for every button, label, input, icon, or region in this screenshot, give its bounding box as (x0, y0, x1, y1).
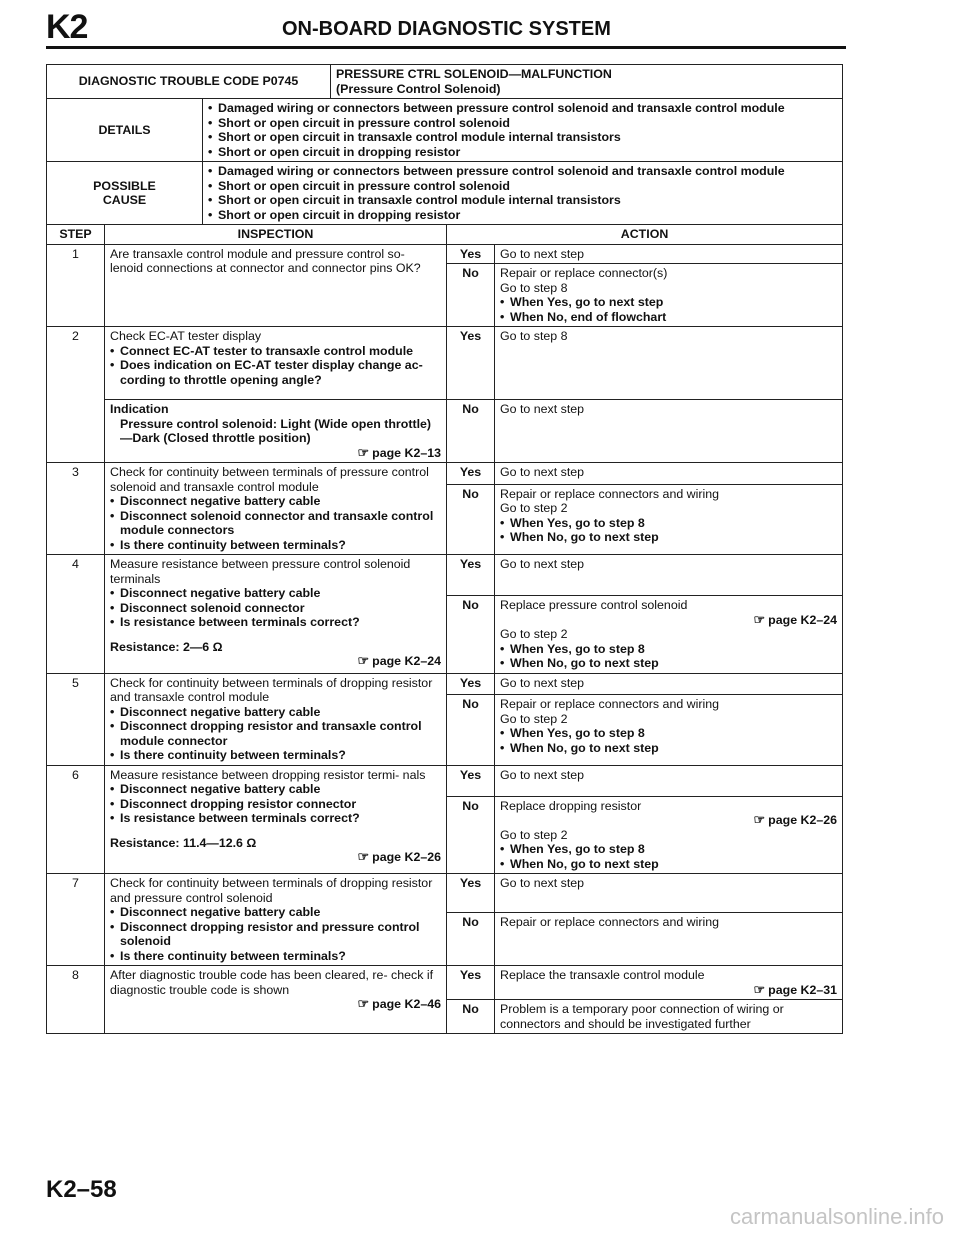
inspection-bullet: • Is there continuity between terminals? (110, 538, 441, 553)
section-code: K2 (46, 8, 88, 46)
inspection-bullet: • Is resistance between terminals correct? (110, 811, 441, 826)
yes-label: Yes (447, 673, 495, 695)
details-list (203, 99, 843, 162)
cause-label-line2: CAUSE (102, 193, 147, 207)
no-action (495, 796, 843, 874)
reference-icon: ☞ (357, 849, 370, 864)
action-branch: • When No, go to next step (500, 741, 837, 756)
details-item: • Short or open circuit in transaxle control module internal transistors (208, 130, 837, 145)
reference-icon: ☞ (753, 981, 766, 997)
inspection-title: Check for continuity between terminals of dropping resistor and pressure control solenoid (110, 876, 433, 905)
no-label: No (447, 913, 495, 966)
step-number: 1 (47, 244, 105, 327)
action-line: Replace pressure control solenoid (500, 598, 688, 612)
details-item: • Short or open circuit in dropping resistor (208, 145, 837, 160)
cause-item: • Damaged wiring or connectors between pressure control solenoid and transaxle control module (208, 164, 837, 179)
action-branch: • When Yes, go to next step (500, 295, 837, 310)
inspection-bullet: • Disconnect negative battery cable (110, 586, 441, 601)
step-number: 4 (47, 555, 105, 674)
action-line: Go to step 2 (500, 711, 568, 726)
action-branch: • When Yes, go to step 8 (500, 516, 837, 531)
inspection-title: Measure resistance between pressure control solenoid terminals (110, 557, 411, 586)
yes-label: Yes (447, 463, 495, 485)
inspection-bullet: • Disconnect solenoid connector (110, 601, 441, 616)
page-reference (110, 446, 441, 461)
no-label: No (447, 1000, 495, 1034)
cause-item: • Short or open circuit in dropping resistor (208, 208, 837, 223)
indication-label: Indication (110, 402, 169, 416)
col-step: STEP (47, 225, 105, 245)
resistance-spec: Resistance: 2—6 Ω (110, 639, 223, 654)
yes-action: Go to next step (495, 555, 843, 596)
inspection-title: Check EC-AT tester display (110, 329, 262, 343)
reference-link[interactable]: page K2–46 (372, 997, 442, 1011)
no-action (495, 695, 843, 765)
step-row (47, 765, 843, 796)
yes-label: Yes (447, 244, 495, 264)
page-reference (110, 997, 441, 1012)
no-label: No (447, 400, 495, 463)
inspection-bullet: • Disconnect dropping resistor and pressure control solenoid (110, 920, 441, 949)
yes-action: Go to next step (495, 874, 843, 913)
yes-action: Go to step 8 (495, 327, 843, 400)
action-line: Go to step 8 (500, 280, 568, 295)
yes-label: Yes (447, 555, 495, 596)
diagnostic-table (46, 64, 843, 1034)
cause-item: • Short or open circuit in pressure control solenoid (208, 179, 837, 194)
cause-label (47, 162, 203, 225)
yes-label: Yes (447, 765, 495, 796)
inspection-title: Check for continuity between terminals of pressure control solenoid and transaxle control module (110, 465, 429, 494)
no-action: Repair or replace connectors and wiring (495, 913, 843, 966)
dtc-description (331, 65, 843, 99)
inspection-title: Measure resistance between dropping resistor termi- nals (110, 767, 426, 782)
step-inspection (105, 555, 447, 674)
inspection-bullet: • Disconnect solenoid connector and transaxle control module connectors (110, 509, 441, 538)
step-number: 5 (47, 673, 105, 765)
inspection-bullet: • Connect EC-AT tester to transaxle control module (110, 344, 441, 359)
step-number: 2 (47, 327, 105, 463)
inspection-bullet: • Disconnect dropping resistor connector (110, 797, 441, 812)
reference-icon: ☞ (357, 653, 370, 668)
step-number: 7 (47, 874, 105, 966)
reference-link[interactable]: page K2–24 (768, 612, 838, 627)
details-item: • Short or open circuit in pressure control solenoid (208, 116, 837, 131)
no-action (495, 264, 843, 327)
yes-label: Yes (447, 327, 495, 400)
step-row (47, 555, 843, 596)
step-inspection (105, 673, 447, 765)
yes-action: Go to next step (495, 463, 843, 485)
inspection-bullet: • Is there continuity between terminals? (110, 949, 441, 964)
cause-label-line1: POSSIBLE (93, 178, 156, 193)
inspection-title: Check for continuity between terminals of dropping resistor and transaxle control module (110, 675, 433, 704)
no-label: No (447, 484, 495, 554)
reference-icon: ☞ (357, 444, 370, 460)
step-number: 8 (47, 966, 105, 1034)
page-header (46, 8, 846, 52)
step-inspection: Are transaxle control module and pressure control so- lenoid connections at connector and connector pins OK? (105, 244, 447, 327)
page-title: ON-BOARD DIAGNOSTIC SYSTEM (282, 18, 611, 40)
no-action: Go to next step (495, 400, 843, 463)
step-inspection (105, 966, 447, 1034)
page-reference (500, 613, 837, 628)
no-action (495, 484, 843, 554)
yes-label: Yes (447, 874, 495, 913)
page-number: K2–58 (46, 1176, 117, 1203)
reference-link[interactable]: page K2–31 (768, 982, 838, 997)
step-row (47, 244, 843, 264)
yes-action (495, 966, 843, 1000)
reference-icon: ☞ (357, 996, 370, 1011)
page-reference (110, 850, 441, 865)
inspection-bullet: • Disconnect negative battery cable (110, 705, 441, 720)
col-action: ACTION (447, 225, 843, 245)
no-label: No (447, 596, 495, 674)
action-branch: • When No, go to next step (500, 857, 837, 872)
step-number: 3 (47, 463, 105, 555)
action-branch: • When No, end of flowchart (500, 310, 837, 325)
action-line: Go to step 2 (500, 827, 568, 842)
header-rule (46, 46, 846, 49)
reference-link[interactable]: page K2–26 (768, 813, 838, 827)
action-branch: • When No, go to next step (500, 530, 837, 545)
step-indication (105, 400, 447, 463)
step-inspection (105, 327, 447, 400)
action-branch: • When Yes, go to step 8 (500, 642, 837, 657)
cause-row (47, 162, 843, 225)
col-inspection: INSPECTION (105, 225, 447, 245)
step-row (47, 673, 843, 695)
no-label: No (447, 796, 495, 874)
cause-item: • Short or open circuit in transaxle control module internal transistors (208, 193, 837, 208)
dtc-desc-line2: (Pressure Control Solenoid) (336, 81, 501, 96)
step-inspection (105, 463, 447, 555)
inspection-bullet: • Is resistance between terminals correct? (110, 615, 441, 630)
dtc-desc-line1: PRESSURE CTRL SOLENOID—MALFUNCTION (336, 67, 612, 81)
action-line: Repair or replace connector(s) (500, 266, 668, 280)
details-row (47, 99, 843, 162)
step-number: 6 (47, 765, 105, 874)
step-row (47, 327, 843, 400)
step-row (47, 966, 843, 1000)
yes-action: Go to next step (495, 673, 843, 695)
reference-link[interactable]: page K2–13 (372, 445, 442, 460)
step-row (47, 463, 843, 485)
action-branch: • When No, go to next step (500, 656, 837, 671)
action-branch: • When Yes, go to step 8 (500, 726, 837, 741)
step-row (47, 874, 843, 913)
action-branch: • When Yes, go to step 8 (500, 842, 837, 857)
details-label: DETAILS (47, 99, 203, 162)
inspection-bullet: • Disconnect negative battery cable (110, 494, 441, 509)
column-header-row (47, 225, 843, 245)
no-action: Problem is a temporary poor connection of wiring or connectors and should be investigated further (495, 1000, 843, 1034)
reference-link[interactable]: page K2–24 (372, 654, 442, 668)
indication-value: Pressure control solenoid: Light (Wide open throttle)—Dark (Closed throttle position) (120, 416, 432, 445)
action-line: Replace the transaxle control module (500, 968, 705, 982)
reference-icon: ☞ (753, 812, 766, 827)
watermark: carmanualsonline.info (729, 1204, 944, 1229)
reference-link[interactable]: page K2–26 (372, 850, 442, 864)
action-line: Repair or replace connectors and wiring (500, 697, 720, 712)
action-line: Go to step 2 (500, 501, 568, 516)
inspection-bullet: • Disconnect dropping resistor and transaxle control module connector (110, 719, 441, 748)
inspection-bullet: • Is there continuity between terminals? (110, 748, 441, 763)
no-label: No (447, 695, 495, 765)
yes-label: Yes (447, 966, 495, 1000)
no-label: No (447, 264, 495, 327)
inspection-bullet: • Does indication on EC-AT tester display change ac- cording to throttle opening angle? (110, 358, 441, 387)
resistance-spec: Resistance: 11.4—12.6 Ω (110, 835, 257, 850)
action-line: Replace dropping resistor (500, 798, 642, 813)
details-item: • Damaged wiring or connectors between pressure control solenoid and transaxle control module (208, 101, 837, 116)
yes-action: Go to next step (495, 244, 843, 264)
reference-icon: ☞ (753, 611, 766, 627)
inspection-bullet: • Disconnect negative battery cable (110, 905, 441, 920)
action-line: Go to step 2 (500, 627, 568, 641)
dtc-label: DIAGNOSTIC TROUBLE CODE P0745 (47, 65, 331, 99)
page-reference (110, 654, 441, 669)
inspection-bullet: • Disconnect negative battery cable (110, 782, 441, 797)
step-inspection (105, 765, 447, 874)
step-inspection (105, 874, 447, 966)
cause-list (203, 162, 843, 225)
yes-action: Go to next step (495, 765, 843, 796)
action-line: Repair or replace connectors and wiring (500, 486, 720, 501)
dtc-row (47, 65, 843, 99)
step-row-no (47, 400, 843, 463)
page-reference (500, 983, 837, 998)
page-reference (500, 813, 837, 828)
inspection-title: After diagnostic trouble code has been cleared, re- check if diagnostic trouble code is shown (110, 968, 434, 997)
no-action (495, 596, 843, 674)
